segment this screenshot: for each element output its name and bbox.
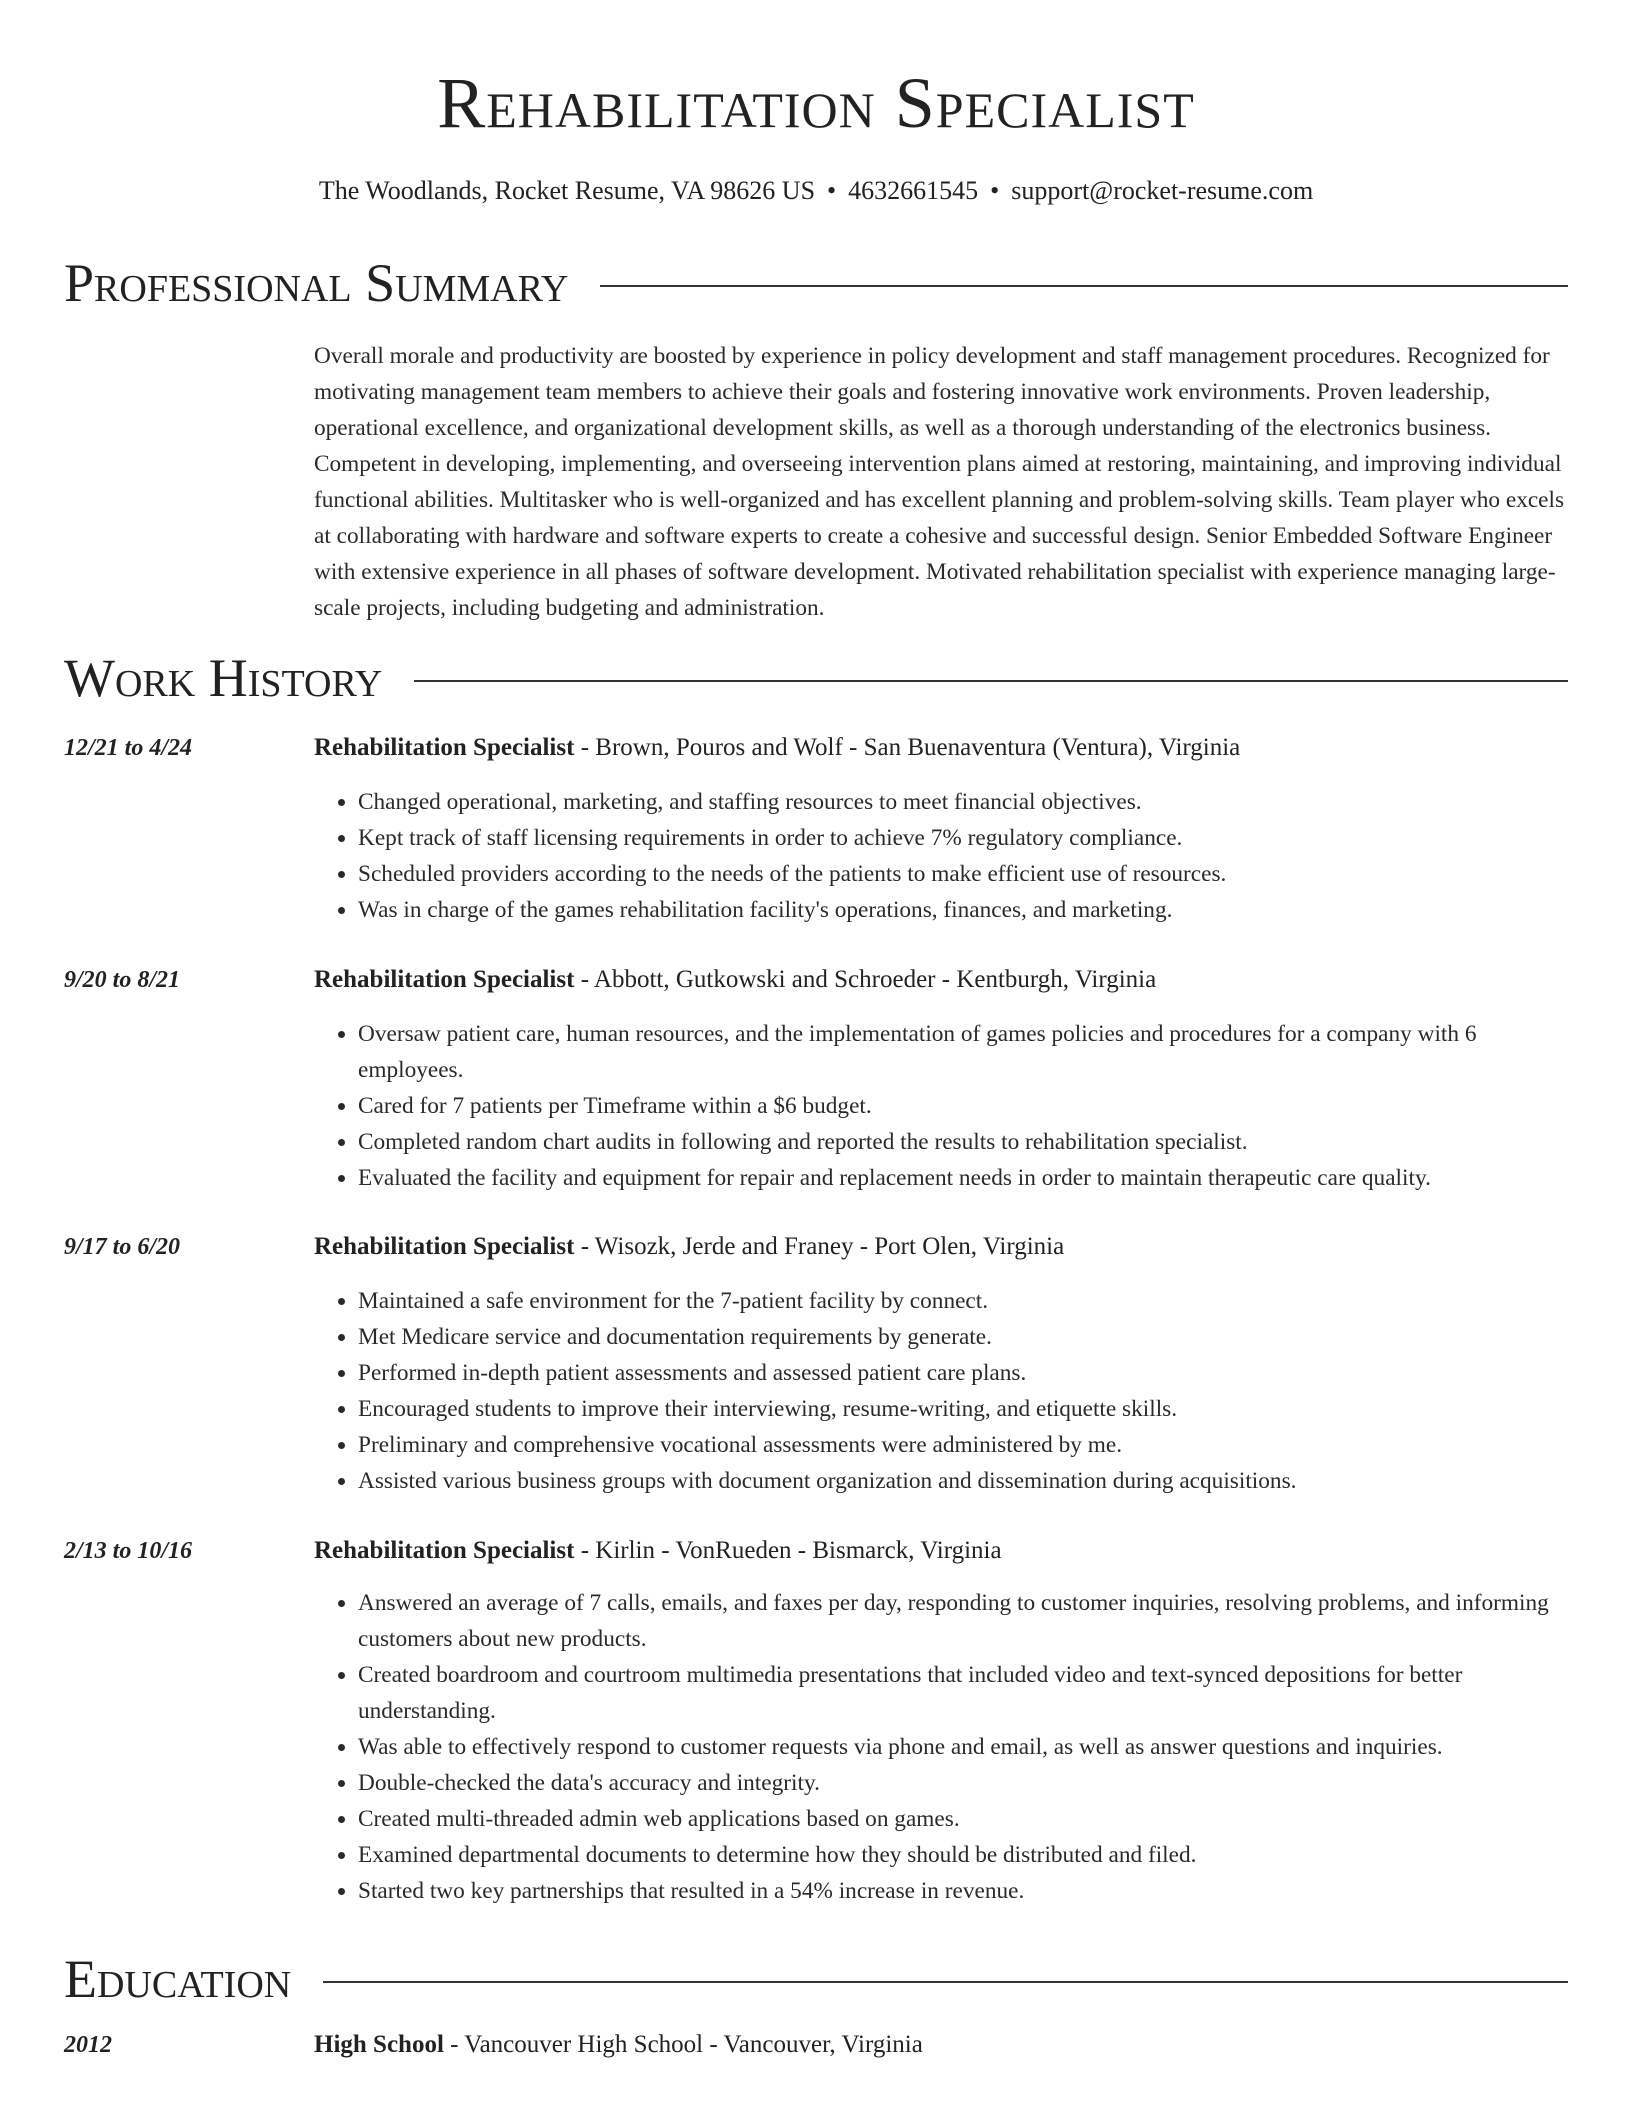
job-bullet: • Created boardroom and courtroom multimedia presentations that included video and text-synced depositions for better understanding. (358, 1657, 1578, 1729)
contact-address: The Woodlands, Rocket Resume, VA 98626 US (318, 176, 816, 205)
job-bullet: • Changed operational, marketing, and staffing resources to meet financial objectives. (358, 784, 1578, 820)
job-bullet: • Created multi-threaded admin web applications based on games. (358, 1801, 1578, 1837)
job-bullet: • Performed in-depth patient assessments and assessed patient care plans. (358, 1355, 1578, 1391)
education-section-header (64, 1946, 1568, 2012)
summary-section-title: Professional Summary (64, 253, 569, 313)
contact-line (64, 173, 1568, 209)
job-bullet: • Answered an average of 7 calls, emails, and faxes per day, responding to customer inquiries, resolving problems, and informing customers about new products. (358, 1585, 1578, 1657)
job-bullet: • Preliminary and comprehensive vocational assessments were administered by me. (358, 1427, 1578, 1463)
work-section-title: Work History (64, 648, 383, 708)
job-bullet: • Oversaw patient care, human resources, and the implementation of games policies and procedures for a company with 6 employees. (358, 1016, 1578, 1088)
job-employer: - Wisozk, Jerde and Franey - Port Olen, Virginia (574, 1233, 1065, 1260)
contact-separator: • (827, 176, 837, 205)
job-heading (314, 730, 1568, 766)
job-employer: - Kirlin - VonRueden - Bismarck, Virginia (574, 1537, 1002, 1564)
job-bullet: • Encouraged students to improve their interviewing, resume-writing, and etiquette skills. (358, 1391, 1578, 1427)
job-bullet: • Double-checked the data's accuracy and integrity. (358, 1765, 1578, 1801)
job-dates: 9/20 to 8/21 (64, 967, 181, 993)
education-school: - Vancouver High School - Vancouver, Virginia (443, 2031, 923, 2058)
job-dates: 12/21 to 4/24 (64, 735, 193, 761)
job-heading (314, 962, 1568, 998)
job-bullet: • Assisted various business groups with document organization and dissemination during acquisitions. (358, 1463, 1578, 1499)
section-divider (600, 285, 1568, 287)
job-bullet: • Examined departmental documents to determine how they should be distributed and filed. (358, 1837, 1578, 1873)
work-section-header (64, 645, 1568, 711)
job-bullet: • Scheduled providers according to the needs of the patients to make efficient use of resources. (358, 856, 1578, 892)
education-year: 2012 (64, 2032, 112, 2058)
summary-section-header (64, 250, 1568, 316)
job-bullet: • Maintained a safe environment for the 7-patient facility by connect. (358, 1283, 1578, 1319)
job-bullet: • Cared for 7 patients per Timeframe within a $6 budget. (358, 1088, 1578, 1124)
job-employer: - Brown, Pouros and Wolf - San Buenaventura (Ventura), Virginia (574, 734, 1241, 761)
job-role: Rehabilitation Specialist (314, 1233, 575, 1260)
section-divider (414, 680, 1568, 682)
education-heading (314, 2027, 1568, 2063)
job-bullet: • Started two key partnerships that resulted in a 54% increase in revenue. (358, 1873, 1578, 1909)
job-bullets (314, 1585, 1578, 1909)
section-divider (323, 1981, 1568, 1983)
job-heading (314, 1533, 1568, 1569)
contact-separator: • (990, 176, 1000, 205)
job-dates: 9/17 to 6/20 (64, 1234, 181, 1260)
job-dates: 2/13 to 10/16 (64, 1538, 193, 1564)
job-employer: - Abbott, Gutkowski and Schroeder - Kentburgh, Virginia (574, 966, 1157, 993)
job-bullet: • Met Medicare service and documentation requirements by generate. (358, 1319, 1578, 1355)
job-bullet: • Was in charge of the games rehabilitation facility's operations, finances, and marketing. (358, 892, 1578, 928)
job-role: Rehabilitation Specialist (314, 734, 575, 761)
summary-text: Overall morale and productivity are boosted by experience in policy development and staff management procedures. Recognized for motivating management team members to achieve their goals and fostering innovative work environments. Proven leadership, operational excellence, and organizational development skills, as well as a thorough understanding of the electronics business. Competent in developing, implementing, and overseeing intervention plans aimed at restoring, maintaining, and improving individual functional abilities. Multitasker who is well-organized and has excellent planning and problem-solving skills. Team player who excels at collaborating with hardware and software experts to create a cohesive and successful design. Senior Embedded Software Engineer with extensive experience in all phases of software development. Motivated rehabilitation specialist with experience managing large-scale projects, including budgeting and administration. (314, 343, 1565, 621)
education-degree: High School (314, 2031, 444, 2058)
job-bullets (314, 1016, 1578, 1196)
job-role: Rehabilitation Specialist (314, 966, 575, 993)
contact-phone: 4632661545 (848, 176, 979, 205)
job-role: Rehabilitation Specialist (314, 1537, 575, 1564)
job-bullet: • Kept track of staff licensing requirements in order to achieve 7% regulatory compliance. (358, 820, 1578, 856)
job-bullet: • Evaluated the facility and equipment for repair and replacement needs in order to maintain therapeutic care quality. (358, 1160, 1578, 1196)
contact-email: support@rocket-resume.com (1011, 176, 1314, 205)
job-bullet: • Was able to effectively respond to customer requests via phone and email, as well as answer questions and inquiries. (358, 1729, 1578, 1765)
resume-name: Rehabilitation Specialist (437, 63, 1195, 143)
education-section-title: Education (64, 1949, 292, 2009)
job-bullet: • Completed random chart audits in following and reported the results to rehabilitation specialist. (358, 1124, 1578, 1160)
job-heading (314, 1229, 1568, 1265)
job-bullets (314, 1283, 1578, 1499)
job-bullets (314, 784, 1578, 928)
